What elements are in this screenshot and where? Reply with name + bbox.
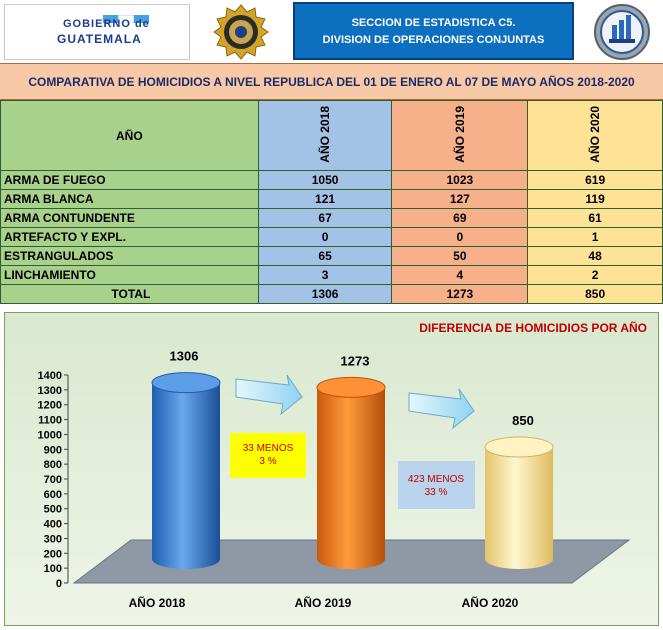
gov-logo-line2: GUATEMALA [57, 32, 142, 46]
header-col-2018-text: AÑO 2018 [318, 105, 333, 163]
table-total-row [1, 285, 663, 304]
total-2019: 1273 [392, 285, 528, 304]
gobierno-guatemala-logo [4, 4, 190, 60]
table-row [1, 247, 663, 266]
cell-2019: 127 [392, 190, 528, 209]
header-col-2019-text: AÑO 2019 [452, 105, 467, 163]
row-label: ESTRANGULADOS [1, 247, 259, 266]
header-col-2019 [392, 101, 528, 171]
table-row [1, 209, 663, 228]
cell-2020: 619 [528, 171, 663, 190]
arrow-right-icon [409, 389, 474, 428]
data-label-2018: 1306 [169, 348, 199, 364]
y-tick-label: 100 [43, 563, 62, 576]
cell-2019: 4 [392, 266, 528, 285]
gov-logo-line1: GOBIERNO de [63, 18, 150, 30]
y-tick-label: 1100 [38, 414, 62, 427]
header-col-2020 [528, 101, 663, 171]
y-tick-label: 400 [43, 518, 62, 531]
row-label: ARMA CONTUNDENTE [1, 209, 259, 228]
y-tick-label: 600 [43, 488, 62, 501]
table-header-row [1, 101, 663, 171]
cell-2018: 67 [258, 209, 392, 228]
cell-2018: 65 [258, 247, 392, 266]
arrow-right-icon [236, 375, 302, 414]
y-tick-label: 1400 [37, 370, 62, 382]
row-label: ARMA DE FUEGO [1, 171, 259, 190]
y-tick-label: 200 [43, 548, 62, 561]
y-tick-label: 900 [43, 444, 62, 457]
cell-2018: 3 [258, 266, 392, 285]
homicides-bar-chart [5, 313, 660, 627]
row-label: LINCHAMIENTO [1, 266, 259, 285]
annotation-2019-line2: 3 % [259, 456, 277, 467]
cell-2018: 121 [258, 190, 392, 209]
office-header [293, 2, 574, 60]
category-label-2019: AÑO 2019 [294, 596, 352, 610]
cell-2019: 69 [392, 209, 528, 228]
y-tick-label: 0 [55, 578, 62, 590]
header-year-label: AÑO [1, 101, 259, 171]
cell-2020: 61 [528, 209, 663, 228]
report-title: COMPARATIVA DE HOMICIDIOS A NIVEL REPUBLICA DEL 01 DE ENERO AL 07 DE MAYO AÑOS 2018-2020 [28, 75, 635, 89]
cell-2019: 50 [392, 247, 528, 266]
y-tick-label: 500 [43, 503, 62, 516]
table-row [1, 228, 663, 247]
header-col-2020-text: AÑO 2020 [588, 105, 603, 163]
homicides-table [0, 100, 663, 304]
total-label: TOTAL [1, 285, 259, 304]
header-col-2018 [258, 101, 392, 171]
table-row [1, 190, 663, 209]
category-label-2020: AÑO 2020 [461, 596, 519, 610]
cell-2019: 1023 [392, 171, 528, 190]
row-label: ARMA BLANCA [1, 190, 259, 209]
y-tick-label: 700 [43, 474, 62, 486]
cell-2018: 1050 [258, 171, 392, 190]
annotation-2020-line1: 423 MENOS [407, 474, 465, 485]
y-tick-label: 800 [43, 459, 62, 472]
cell-2020: 48 [528, 247, 663, 266]
annotation-2019-line1: 33 MENOS [242, 443, 294, 454]
y-tick-label: 1000 [37, 429, 62, 442]
data-label-2019: 1273 [340, 353, 370, 369]
cell-2020: 119 [528, 190, 663, 209]
table-row [1, 171, 663, 190]
total-2020: 850 [528, 285, 663, 304]
bar-2019 [317, 377, 385, 569]
cell-2019: 0 [392, 228, 528, 247]
table-row [1, 266, 663, 285]
annotation-2020-line2: 33 % [424, 487, 448, 498]
report-title-bar [0, 63, 663, 100]
office-line2: DIVISION DE OPERACIONES CONJUNTAS [322, 34, 545, 46]
chart-title: DIFERENCIA DE HOMICIDIOS POR AÑO [419, 321, 647, 335]
cell-2018: 0 [258, 228, 392, 247]
cell-2020: 2 [528, 266, 663, 285]
y-tick-label: 1300 [37, 384, 62, 397]
bar-2020 [485, 437, 553, 569]
police-seal-icon [196, 4, 286, 60]
category-label-2018: AÑO 2018 [128, 596, 186, 610]
cell-2020: 1 [528, 228, 663, 247]
data-label-2020: 850 [512, 413, 534, 429]
y-tick-group [38, 370, 68, 590]
y-tick-label: 300 [43, 533, 62, 546]
row-label: ARTEFACTO Y EXPL. [1, 228, 259, 247]
total-2018: 1306 [258, 285, 392, 304]
annotation-box-2020 [398, 461, 475, 509]
chart-panel [4, 312, 659, 626]
bar-2018 [152, 373, 220, 569]
y-tick-label: 1200 [37, 399, 62, 412]
office-line1: SECCION DE ESTADISTICA C5. [351, 17, 516, 29]
c5-logo-icon [585, 3, 659, 61]
